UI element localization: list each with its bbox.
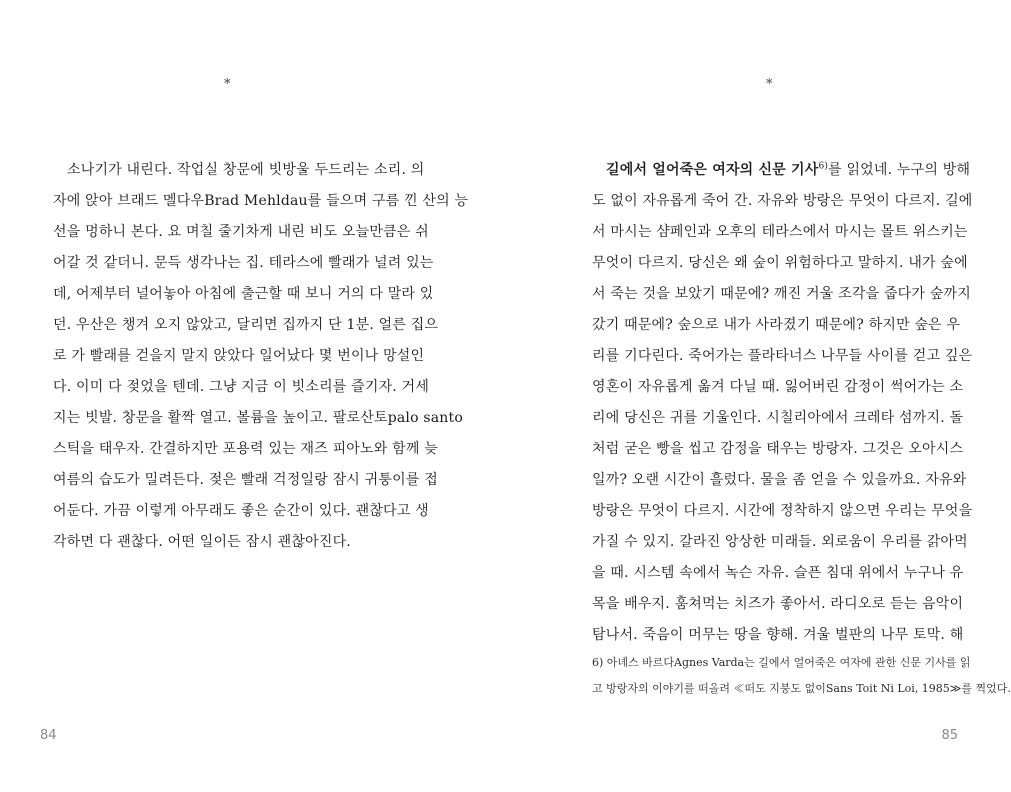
text-line: 영혼이 자유롭게 옮겨 다닐 때. 잃어버린 감정이 썩어가는 소	[592, 379, 964, 395]
text-line: 탐나서. 죽음이 머무는 땅을 향해. 겨울 벌판의 나무 토막. 해	[592, 627, 964, 643]
text-line: 각하면 다 괜찮다. 어떤 일이든 잠시 괜찮아진다.	[53, 534, 351, 550]
text-line: 스틱을 태우자. 간결하지만 포용력 있는 재즈 피아노와 함께 늦	[53, 441, 438, 457]
text-line: 을 때. 시스템 속에서 녹슨 자유. 슬픈 침대 위에서 누구나 유	[592, 565, 964, 581]
section-ornament: *	[766, 77, 773, 92]
text-line: 갔기 때문에? 숲으로 내가 사라졌기 때문에? 하지만 숲은 우	[592, 317, 961, 333]
text-line: 리를 기다린다. 죽어가는 플라타너스 나무들 사이를 걷고 깊은	[592, 348, 973, 364]
text-line: 다. 이미 다 젖었을 텐데. 그냥 지금 이 빗소리를 즐기자. 거세	[53, 379, 430, 395]
text-line: 선을 멍하니 본다. 요 며칠 줄기차게 내린 비도 오늘만큼은 쉬	[53, 224, 429, 240]
left-page	[0, 0, 500, 792]
text-line: 일까? 오랜 시간이 흘렀다. 물을 좀 얻을 수 있을까요. 자유와	[592, 472, 967, 488]
left-page-body	[53, 155, 469, 558]
right-page	[500, 0, 1011, 792]
text-line: 지는 빗발. 창문을 활짝 열고. 볼륨을 높이고. 팔로산토palo santo	[53, 410, 463, 426]
text-line: 리에 당신은 귀를 기울인다. 시칠리아에서 크레타 섬까지. 돌	[592, 410, 964, 426]
text-line: 어둔다. 가끔 이렇게 아무래도 좋은 순간이 있다. 괜찮다고 생	[53, 503, 429, 519]
footnote-line: 고 방랑자의 이야기를 떠올려 ≪떠도 지붕도 없이Sans Toit Ni Loi, 1985≫를 찍었다.	[592, 682, 1011, 695]
text-line: 자에 앉아 브래드 멜다우Brad Mehldau를 들으며 구름 낀 산의 능	[53, 193, 469, 209]
text-line: 던. 우산은 챙겨 오지 않았고, 달리면 집까지 단 1분. 얼른 집으	[53, 317, 439, 333]
right-page-body	[592, 155, 973, 651]
text-line: 서 마시는 샴페인과 오후의 테라스에서 마시는 몰트 위스키는	[592, 224, 968, 240]
footnote-marker[interactable]: 6)	[818, 161, 829, 172]
text-line: 여름의 습도가 밀려든다. 젖은 빨래 걱정일랑 잠시 귀퉁이를 접	[53, 472, 438, 488]
footnote-line: 6) 아녜스 바르다Agnes Varda는 길에서 얼어죽은 여자에 관한 신문 기사를 읽	[592, 656, 971, 669]
text-line: 도 없이 자유롭게 죽어 간. 자유와 방랑은 무엇이 다르지. 길에	[592, 193, 973, 209]
page-number-left: 84	[40, 728, 57, 743]
footnote	[592, 650, 1011, 702]
text-line: 어갈 것 같더니. 문득 생각나는 집. 테라스에 빨래가 널려 있는	[53, 255, 434, 271]
text-line: 방랑은 무엇이 다르지. 시간에 정착하지 않으면 우리는 무엇을	[592, 503, 973, 519]
text-line: 가질 수 있지. 갈라진 앙상한 미래들. 외로움이 우리를 갉아먹	[592, 534, 968, 550]
text-line: 무엇이 다르지. 당신은 왜 숲이 위험하다고 말하지. 내가 숲에	[592, 255, 968, 271]
text-line-first	[592, 155, 971, 186]
bold-title-phrase: 길에서 얼어죽은 여자의 신문 기사	[606, 162, 819, 178]
text-line: 목을 배우지. 훔쳐먹는 치즈가 좋아서. 라디오로 듣는 음악이	[592, 596, 964, 612]
page-number-right: 85	[941, 728, 958, 743]
text-line: 서 죽는 것을 보았기 때문에? 깨진 거울 조각을 줍다가 숲까지	[592, 286, 971, 302]
text-line: 로 가 빨래를 걷을지 말지 앉았다 일어났다 몇 번이나 망설인	[53, 348, 425, 364]
text-line: 처럼 굳은 빵을 씹고 감정을 태우는 방랑자. 그것은 오아시스	[592, 441, 964, 457]
text-line: 데, 어제부터 널어놓아 아침에 출근할 때 보니 거의 다 말라 있	[53, 286, 434, 302]
text-line-rest: 를 읽었네. 누구의 방해	[828, 162, 971, 178]
section-ornament: *	[224, 77, 231, 92]
text-line: 소나기가 내린다. 작업실 창문에 빗방울 두드리는 소리. 의	[67, 162, 425, 178]
